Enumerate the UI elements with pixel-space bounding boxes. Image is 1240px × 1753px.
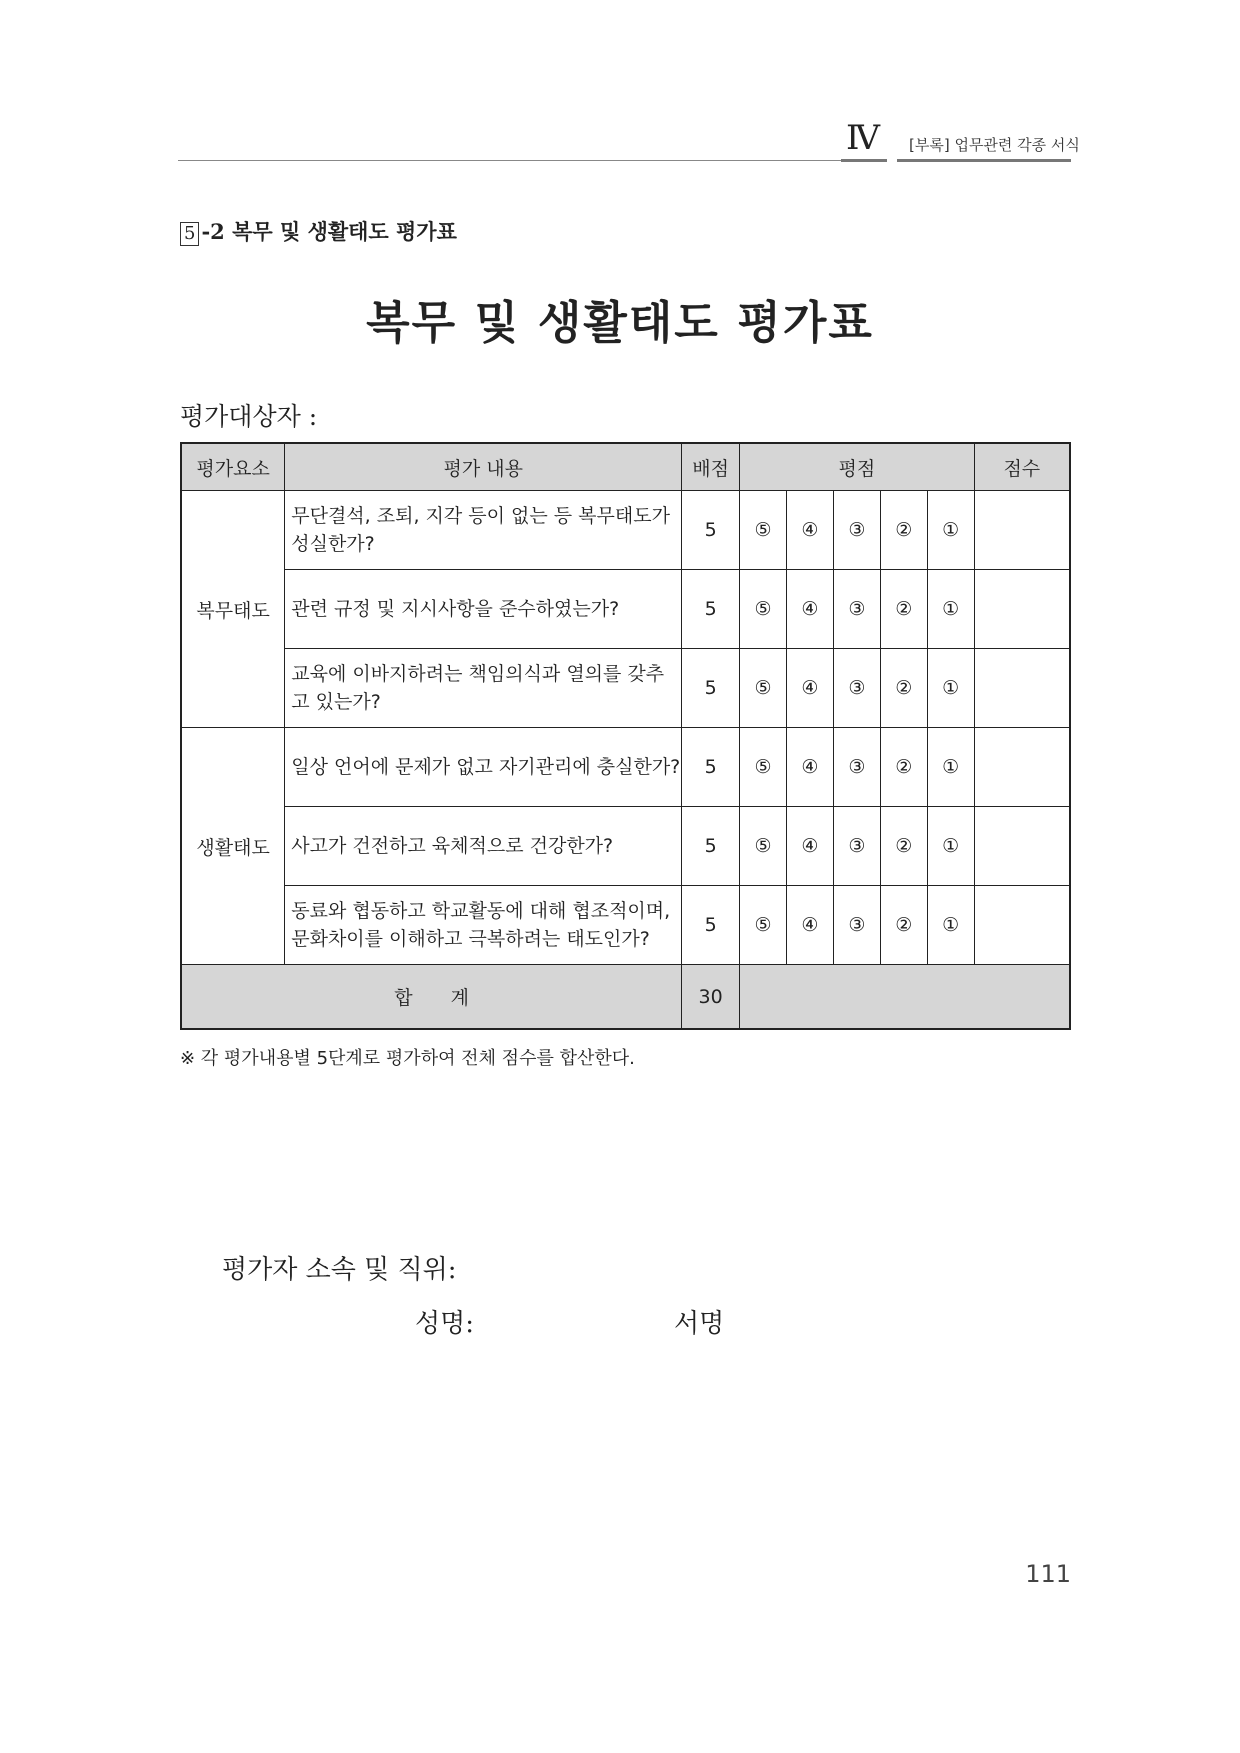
- evaluator-signature-label: 서명: [674, 1309, 725, 1339]
- evaluation-question: 관련 규정 및 지시사항을 준수하였는가?: [285, 570, 682, 649]
- rating-option[interactable]: ②: [880, 491, 927, 570]
- score-cell[interactable]: [974, 649, 1070, 728]
- table-row: [181, 491, 1070, 570]
- rating-option[interactable]: ④: [787, 491, 834, 570]
- total-points: 30: [682, 965, 740, 1030]
- points-cell: 5: [682, 728, 740, 807]
- evaluation-question: 교육에 이바지하려는 책임의식과 열의를 갖추고 있는가?: [285, 649, 682, 728]
- rating-option[interactable]: ③: [833, 728, 880, 807]
- rating-option[interactable]: ①: [927, 570, 974, 649]
- evaluation-table: [180, 442, 1071, 1030]
- evaluation-question: 일상 언어에 문제가 없고 자기관리에 충실한가?: [285, 728, 682, 807]
- rating-option[interactable]: ③: [833, 570, 880, 649]
- rating-option[interactable]: ③: [833, 886, 880, 965]
- section-number: 5: [180, 222, 199, 246]
- rating-option[interactable]: ④: [787, 807, 834, 886]
- rating-option[interactable]: ②: [880, 807, 927, 886]
- points-cell: 5: [682, 570, 740, 649]
- header-score: 점수: [974, 443, 1070, 491]
- score-cell[interactable]: [974, 807, 1070, 886]
- evaluator-affiliation-label: 평가자 소속 및 직위:: [222, 1255, 457, 1285]
- points-cell: 5: [682, 649, 740, 728]
- element-label: 복무태도: [181, 491, 285, 728]
- score-cell[interactable]: [974, 728, 1070, 807]
- header-text: [부록] 업무관련 각종 서식: [909, 136, 1080, 154]
- table-row: [181, 649, 1070, 728]
- total-row: [181, 965, 1070, 1030]
- rating-option[interactable]: ②: [880, 886, 927, 965]
- rating-option[interactable]: ⑤: [740, 491, 787, 570]
- section-title: -2 복무 및 생활태도 평가표: [201, 219, 457, 244]
- rating-option[interactable]: ③: [833, 807, 880, 886]
- header-points: 배점: [682, 443, 740, 491]
- evaluation-question: 동료와 협동하고 학교활동에 대해 협조적이며, 문화차이를 이해하고 극복하려는 태도인가?: [285, 886, 682, 965]
- rating-option[interactable]: ⑤: [740, 886, 787, 965]
- rating-option[interactable]: ①: [927, 728, 974, 807]
- rating-option[interactable]: ②: [880, 570, 927, 649]
- total-score-cell[interactable]: [740, 965, 1070, 1030]
- rating-option[interactable]: ③: [833, 649, 880, 728]
- header-content: 평가 내용: [285, 443, 682, 491]
- rating-option[interactable]: ⑤: [740, 728, 787, 807]
- points-cell: 5: [682, 491, 740, 570]
- points-cell: 5: [682, 886, 740, 965]
- section-heading: [180, 216, 457, 246]
- page-number: 111: [1025, 1560, 1071, 1588]
- score-cell[interactable]: [974, 491, 1070, 570]
- score-cell[interactable]: [974, 570, 1070, 649]
- table-row: [181, 570, 1070, 649]
- rating-option[interactable]: ①: [927, 491, 974, 570]
- rating-option[interactable]: ④: [787, 570, 834, 649]
- rating-option[interactable]: ③: [833, 491, 880, 570]
- rating-option[interactable]: ④: [787, 886, 834, 965]
- total-label: 합 계: [181, 965, 682, 1030]
- table-row: [181, 728, 1070, 807]
- rating-option[interactable]: ⑤: [740, 649, 787, 728]
- header-rule-accent: [897, 159, 1071, 162]
- rating-option[interactable]: ②: [880, 649, 927, 728]
- rating-option[interactable]: ②: [880, 728, 927, 807]
- evaluation-question: 무단결석, 조퇴, 지각 등이 없는 등 복무태도가 성실한가?: [285, 491, 682, 570]
- rating-option[interactable]: ⑤: [740, 570, 787, 649]
- chapter-number: Ⅳ: [846, 118, 880, 158]
- evaluator-name-label: 성명:: [415, 1309, 474, 1339]
- rating-option[interactable]: ①: [927, 649, 974, 728]
- points-cell: 5: [682, 807, 740, 886]
- page-title: 복무 및 생활태도 평가표: [366, 296, 874, 349]
- header-rule-accent: [841, 159, 887, 162]
- element-label: 생활태도: [181, 728, 285, 965]
- evaluation-target-label: 평가대상자 :: [180, 402, 318, 431]
- table-header-row: [181, 443, 1070, 491]
- header-rule: [178, 160, 841, 161]
- header-rating: 평점: [740, 443, 975, 491]
- score-cell[interactable]: [974, 886, 1070, 965]
- evaluation-question: 사고가 건전하고 육체적으로 건강한가?: [285, 807, 682, 886]
- rating-option[interactable]: ⑤: [740, 807, 787, 886]
- table-row: [181, 886, 1070, 965]
- rating-option[interactable]: ④: [787, 649, 834, 728]
- rating-option[interactable]: ①: [927, 886, 974, 965]
- rating-option[interactable]: ①: [927, 807, 974, 886]
- header-element: 평가요소: [181, 443, 285, 491]
- footnote: ※ 각 평가내용별 5단계로 평가하여 전체 점수를 합산한다.: [180, 1048, 635, 1069]
- table-row: [181, 807, 1070, 886]
- rating-option[interactable]: ④: [787, 728, 834, 807]
